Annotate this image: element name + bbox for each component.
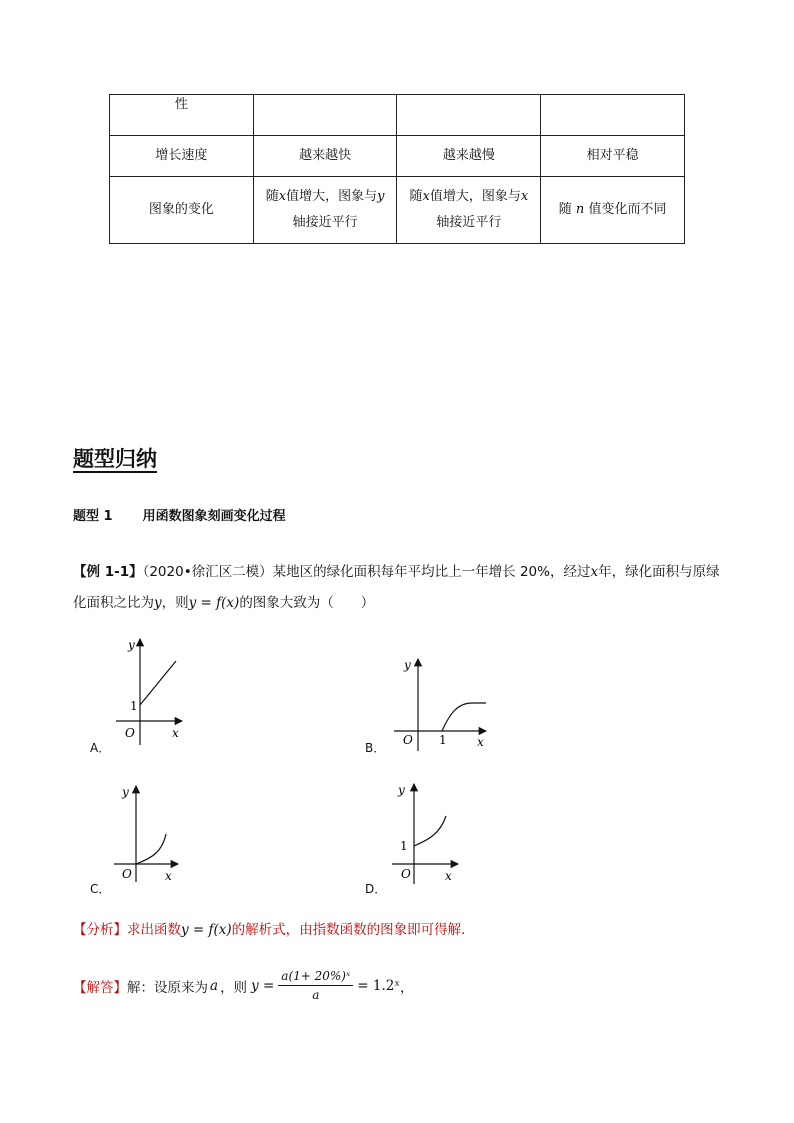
- answer-text: ，: [400, 979, 414, 996]
- x-axis-label: x: [165, 869, 172, 882]
- problem-text: 年，绿化面积与原绿化面积之比为: [73, 564, 720, 611]
- math-var: x: [422, 189, 430, 204]
- cell-text: 轴接近平行: [436, 215, 502, 230]
- fraction-denominator: a: [312, 988, 320, 1002]
- y-axis-label: y: [128, 638, 135, 652]
- analysis-tag: 【分析】: [73, 922, 127, 938]
- math-var: n: [575, 202, 585, 217]
- option-a-label: A．: [90, 741, 111, 755]
- answer: [73, 967, 414, 1004]
- section-heading: 题型归纳: [73, 447, 157, 471]
- function-curve: [442, 703, 486, 731]
- math-expr: y =: [251, 977, 275, 994]
- fraction: [278, 967, 353, 1004]
- math-var: x: [278, 189, 287, 204]
- table-cell: [541, 95, 685, 136]
- table-cell: 越来越快: [253, 136, 397, 177]
- math-function: y = f(x): [188, 595, 240, 611]
- x-axis-label: x: [172, 726, 179, 740]
- cell-text: 值变化而不同: [588, 202, 667, 217]
- math-var: y: [377, 189, 385, 204]
- option-d-label: D．: [365, 882, 387, 896]
- question-type-title: 用函数图象刻画变化过程: [142, 509, 286, 524]
- x-axis-label: x: [477, 735, 484, 749]
- function-curve: [140, 661, 176, 705]
- origin-label: O: [403, 733, 413, 747]
- x-mark: 1: [439, 733, 447, 747]
- table-cell: 图象的变化: [110, 177, 254, 244]
- analysis: [73, 918, 475, 938]
- math-var: x: [520, 189, 529, 204]
- table-cell: [397, 95, 541, 136]
- example-tag: 【例 1-1】: [73, 564, 143, 580]
- option-c-label: C．: [90, 882, 111, 896]
- table-row: [110, 136, 685, 177]
- fraction-numerator: a(1+ 20%)ˣ: [278, 967, 353, 986]
- cell-text: 随: [409, 189, 423, 204]
- table-cell: [253, 177, 397, 244]
- option-b-graph: [388, 655, 492, 751]
- cell-text: 值增大，图象与: [286, 189, 378, 204]
- question-type: [73, 505, 286, 524]
- table-cell: [541, 177, 685, 244]
- table-cell: [253, 95, 397, 136]
- math-var: a: [210, 977, 219, 994]
- answer-text: ，则: [220, 979, 248, 996]
- function-curve: [136, 834, 166, 864]
- option-c-graph: [112, 782, 196, 882]
- example-problem: [73, 557, 723, 619]
- function-curve: [414, 816, 446, 846]
- analysis-text: 的解析式，由指数函数的图象即可得解．: [231, 922, 475, 938]
- intercept-mark: 1: [130, 699, 138, 713]
- comparison-table: [109, 94, 685, 244]
- answer-text: 解：设原来为: [127, 979, 208, 996]
- math-expr: = 1.2ˣ: [357, 977, 401, 994]
- y-axis-label: y: [398, 783, 405, 797]
- table-cell: [397, 177, 541, 244]
- table-row: [110, 95, 685, 136]
- cell-text: 随: [558, 202, 572, 217]
- cell-text: 轴接近平行: [292, 215, 358, 230]
- option-d-graph: [388, 780, 462, 884]
- table-cell: 性: [110, 95, 254, 136]
- table-cell: 相对平稳: [541, 136, 685, 177]
- problem-text: 某地区的绿化面积每年平均比上一年增长 20%，经过: [272, 564, 591, 580]
- table-cell: 越来越慢: [397, 136, 541, 177]
- problem-text: 的图象大致为（ ）: [239, 595, 375, 611]
- math-function: y = f(x): [181, 922, 232, 938]
- answer-tag: 【解答】: [73, 979, 127, 996]
- cell-text: 值增大，图象与: [429, 189, 521, 204]
- y-axis-label: y: [122, 785, 129, 799]
- origin-label: O: [401, 867, 411, 881]
- example-source: （2020•徐汇区二模）: [142, 564, 273, 580]
- table-row: [110, 177, 685, 244]
- table-cell: 增长速度: [110, 136, 254, 177]
- math-var: y: [154, 595, 162, 611]
- origin-label: O: [125, 726, 135, 740]
- problem-text: ，则: [161, 595, 189, 611]
- question-type-label: 题型 1: [73, 509, 113, 524]
- option-a-graph: [108, 633, 198, 745]
- cell-text: 随: [265, 189, 279, 204]
- intercept-mark: 1: [400, 839, 408, 853]
- option-b-label: B．: [365, 741, 386, 755]
- y-axis-label: y: [404, 658, 411, 672]
- math-var: x: [590, 564, 599, 580]
- analysis-text: 求出函数: [127, 922, 181, 938]
- origin-label: O: [122, 867, 132, 881]
- x-axis-label: x: [445, 869, 452, 883]
